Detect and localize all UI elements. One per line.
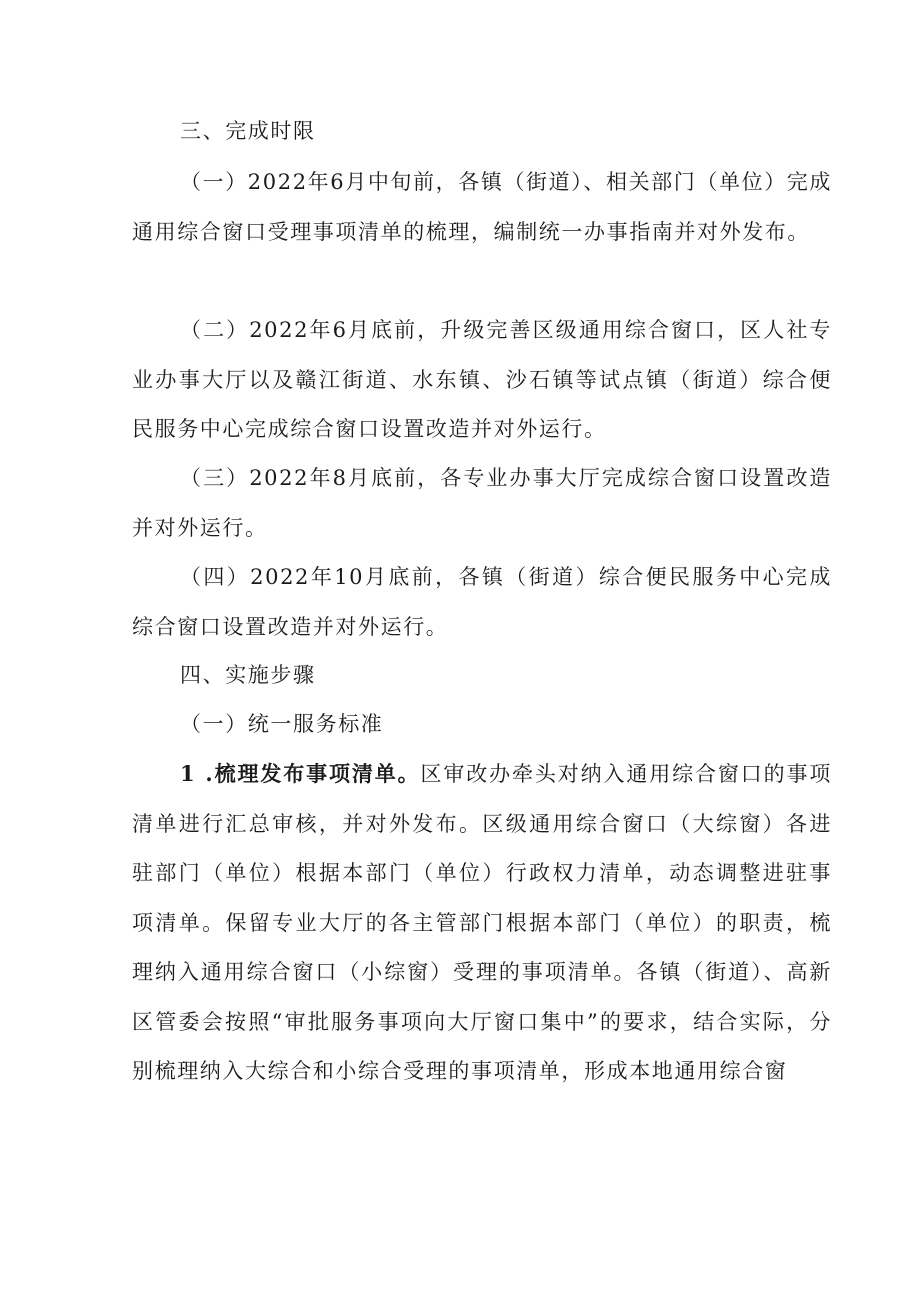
subsection-heading-unified-standards: （一）统一服务标准 <box>180 712 384 736</box>
paragraph-deadline-2: （二）2022年6月底前，升级完善区级通用综合窗口，区人社专业办事大厅以及赣江街道、水东镇、沙石镇等试点镇（街道）综合便民服务中心完成综合窗口设置改造并对外运行。 <box>132 318 832 441</box>
paragraph-deadline-1: （一）2022年6月中旬前，各镇（街道）、相关部门（单位）完成通用综合窗口受理事项清单的梳理，编制统一办事指南并对外发布。 <box>132 170 832 244</box>
section-heading-implementation-steps: 四、实施步骤 <box>180 663 316 687</box>
paragraph-deadline-4: （四）2022年10月底前，各镇（街道）综合便民服务中心完成综合窗口设置改造并对外运行。 <box>132 565 832 639</box>
item-1-body: 区审改办牵头对纳入通用综合窗口的事项清单进行汇总审核，并对外发布。区级通用综合窗口（大综窗）各进驻部门（单位）根据本部门（单位）行政权力清单，动态调整进驻事项清单。保留专业大厅的各主管部门根据本部门（单位）的职责，梳理纳入通用综合窗口（小综窗）受理的事项清单。各镇（街道）、高新区管委会按照“审批服务事项向大厅窗口集中”的要求，结合实际，分别梳理纳入大综合和小综合受理的事项清单，形成本地通用综合窗 <box>132 762 832 1083</box>
section-heading-completion-deadline: 三、完成时限 <box>180 119 316 143</box>
item-1-lead: 1 .梳理发布事项清单。 <box>180 761 421 786</box>
paragraph-deadline-3: （三）2022年8月底前，各专业办事大厅完成综合窗口设置改造并对外运行。 <box>132 466 832 540</box>
paragraph-item-1 <box>132 749 832 1097</box>
